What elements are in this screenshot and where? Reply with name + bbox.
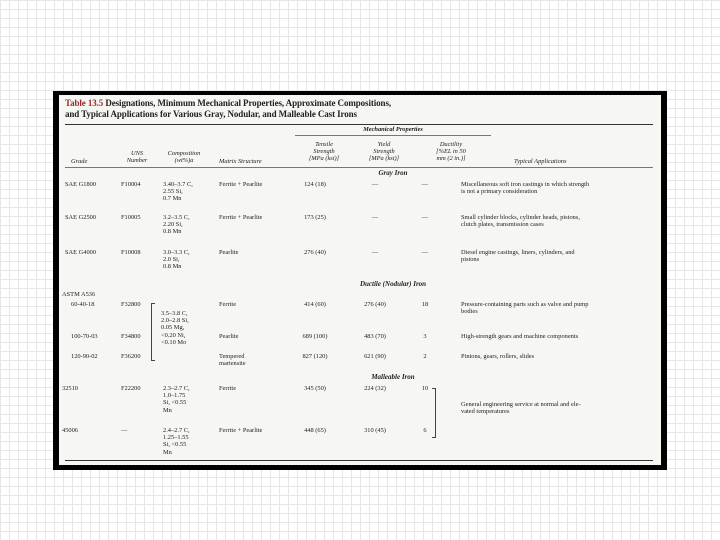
yield-g1800: — xyxy=(371,181,379,188)
tensile-32510: 345 (50) xyxy=(304,385,326,392)
matrix-60-40-18: Ferrite xyxy=(219,301,237,308)
ductility-60-40-18: 18 xyxy=(421,301,429,308)
yield-g4000: — xyxy=(371,249,379,256)
grade-astm-a536: ASTM A536 xyxy=(62,291,96,298)
uns-120-90-02: F36200 xyxy=(121,353,141,360)
section-gray-iron: Gray Iron xyxy=(378,169,408,177)
uns-g2500: F10005 xyxy=(121,214,141,221)
yield-60-40-18: 276 (40) xyxy=(364,301,386,308)
ductility-g1800: — xyxy=(421,181,429,188)
tensile-g1800: 124 (18) xyxy=(304,181,326,188)
mechanical-properties-rule xyxy=(295,135,491,136)
section-malleable-iron: Malleable Iron xyxy=(371,373,415,381)
matrix-g4000: Pearlite xyxy=(219,249,239,256)
application-g1800: Miscellaneous soft iron castings in which strength is not a primary consideration xyxy=(461,181,590,196)
uns-100-70-03: F34800 xyxy=(121,333,141,340)
grade-g1800: SAE G1800 xyxy=(65,181,97,188)
ductility-120-90-02: 2 xyxy=(423,353,427,360)
composition-g4000: 3.0–3.3 C, 2.0 Si, 0.8 Mn xyxy=(163,249,190,271)
grade-g4000: SAE G4000 xyxy=(65,249,97,256)
table-number: Table 13.5 xyxy=(65,98,104,108)
grade-g2500: SAE G2500 xyxy=(65,214,97,221)
tensile-g4000: 276 (40) xyxy=(304,249,326,256)
caption-title-line2: and Typical Applications for Various Gray, Nodular, and Malleable Cast Irons xyxy=(65,109,357,119)
header-grade: Grade xyxy=(71,158,88,165)
tensile-120-90-02: 827 (120) xyxy=(302,353,328,360)
matrix-g1800: Ferrite + Pearlite xyxy=(219,181,263,188)
matrix-45006: Ferrite + Pearlite xyxy=(219,427,263,434)
bottom-rule xyxy=(65,460,653,461)
uns-45006: — xyxy=(121,427,128,434)
yield-32510: 224 (32) xyxy=(364,385,386,392)
tensile-100-70-03: 689 (100) xyxy=(302,333,328,340)
header-yield-strength: Yield Strength [MPa (ksi)] xyxy=(368,141,400,163)
section-ductile-iron: Ductile (Nodular) Iron xyxy=(359,280,427,288)
yield-120-90-02: 621 (90) xyxy=(364,353,386,360)
header-composition: Composition (wt%)a xyxy=(167,150,201,165)
header-ductility: Ductility [%EL in 50 mm (2 in.)] xyxy=(436,141,466,163)
application-100-70-03: High-strength gears and machine components xyxy=(461,333,579,340)
application-g2500: Small cylinder blocks, cylinder heads, pistons, clutch plates, transmission cases xyxy=(461,214,580,229)
table-caption xyxy=(65,98,655,120)
application-60-40-18: Pressure-containing parts such as valve and pump bodies xyxy=(461,301,589,316)
header-uns: UNS Number xyxy=(126,150,148,165)
composition-45006: 2.4–2.7 C, 1.25–1.55 Si, <0.55 Mn xyxy=(163,427,190,456)
application-malleable: General engineering service at normal and ele- vated temperatures xyxy=(461,401,581,416)
yield-g2500: — xyxy=(371,214,379,221)
ductility-g4000: — xyxy=(421,249,429,256)
uns-g4000: F10008 xyxy=(121,249,141,256)
matrix-g2500: Ferrite + Pearlite xyxy=(219,214,263,221)
composition-brace xyxy=(151,303,155,361)
top-rule xyxy=(65,124,653,125)
grade-120-90-02: 120-90-02 xyxy=(71,353,98,360)
grade-60-40-18: 60-40-18 xyxy=(71,301,95,308)
matrix-100-70-03: Pearlite xyxy=(219,333,239,340)
ductility-g2500: — xyxy=(421,214,429,221)
yield-45006: 310 (45) xyxy=(364,427,386,434)
ductility-100-70-03: 3 xyxy=(423,333,427,340)
uns-60-40-18: F32800 xyxy=(121,301,141,308)
header-bottom-rule xyxy=(65,167,653,168)
header-mechanical-properties: Mechanical Properties xyxy=(363,126,423,133)
ductility-45006: 6 xyxy=(423,427,427,434)
tensile-g2500: 173 (25) xyxy=(304,214,326,221)
tensile-60-40-18: 414 (60) xyxy=(304,301,326,308)
composition-ductile-group: 3.5–3.8 C, 2.0–2.8 Si, 0.05 Mg, <0.20 Ni, <0.10 Mo xyxy=(161,310,189,346)
application-120-90-02: Pinions, gears, rollers, slides xyxy=(461,353,535,360)
yield-100-70-03: 483 (70) xyxy=(364,333,386,340)
table-page xyxy=(59,95,661,465)
application-g4000: Diesel engine castings, liners, cylinders, and pistons xyxy=(461,249,575,264)
header-matrix-structure: Matrix Structure xyxy=(219,158,262,165)
composition-32510: 2.3–2.7 C, 1.0–1.75 Si, <0.55 Mn xyxy=(163,385,190,414)
header-tensile-strength: Tensile Strength [MPa (ksi)] xyxy=(308,141,340,163)
malleable-brace xyxy=(432,388,436,438)
composition-g1800: 3.40–3.7 C, 2.55 Si, 0.7 Mn xyxy=(163,181,193,203)
caption-title-line1: Designations, Minimum Mechanical Properties, Approximate Compositions, xyxy=(105,98,392,108)
grade-32510: 32510 xyxy=(62,385,78,392)
grade-100-70-03: 100-70-03 xyxy=(71,333,98,340)
uns-g1800: F10004 xyxy=(121,181,141,188)
uns-32510: F22200 xyxy=(121,385,141,392)
header-typical-applications: Typical Applications xyxy=(514,158,567,165)
grade-45006: 45006 xyxy=(62,427,78,434)
ductility-32510: 10 xyxy=(421,385,429,392)
tensile-45006: 448 (65) xyxy=(304,427,326,434)
matrix-120-90-02: Tempered martensite xyxy=(219,353,246,368)
matrix-32510: Ferrite xyxy=(219,385,237,392)
composition-g2500: 3.2–3.5 C, 2.20 Si, 0.8 Mn xyxy=(163,214,190,236)
